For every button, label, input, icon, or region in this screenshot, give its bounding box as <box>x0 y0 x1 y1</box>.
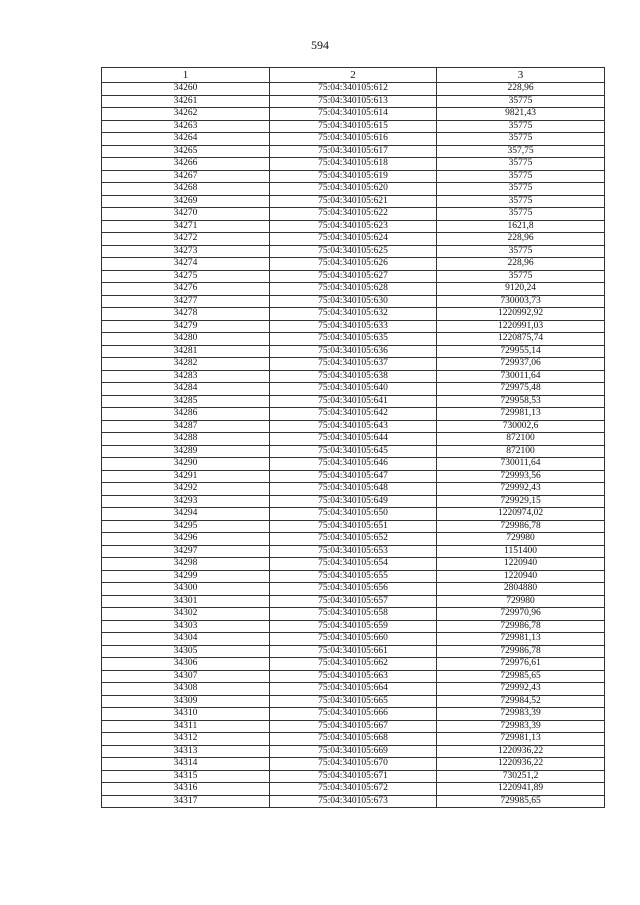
table-row <box>102 745 605 758</box>
cadastral-number-cell: 75:04:340105:671 <box>270 770 437 783</box>
page-number: 594 <box>311 38 329 52</box>
row-number-cell: 34310 <box>102 708 270 721</box>
row-number-cell: 34272 <box>102 233 270 246</box>
value-cell: 228,96 <box>437 258 605 271</box>
table-row <box>102 758 605 771</box>
table-row <box>102 595 605 608</box>
row-number-cell: 34285 <box>102 395 270 408</box>
row-number-cell: 34270 <box>102 208 270 221</box>
table-row <box>102 583 605 596</box>
table-row <box>102 695 605 708</box>
table-row <box>102 83 605 96</box>
table-row <box>102 258 605 271</box>
value-cell: 729993,56 <box>437 470 605 483</box>
cadastral-number-cell: 75:04:340105:614 <box>270 108 437 121</box>
cadastral-number-cell: 75:04:340105:665 <box>270 695 437 708</box>
value-cell: 729985,65 <box>437 795 605 808</box>
cadastral-number-cell: 75:04:340105:656 <box>270 583 437 596</box>
table-row <box>102 233 605 246</box>
cadastral-number-cell: 75:04:340105:637 <box>270 358 437 371</box>
row-number-cell: 34280 <box>102 333 270 346</box>
row-number-cell: 34277 <box>102 295 270 308</box>
row-number-cell: 34306 <box>102 658 270 671</box>
table-row <box>102 683 605 696</box>
value-cell: 1220941,89 <box>437 783 605 796</box>
cadastral-number-cell: 75:04:340105:628 <box>270 283 437 296</box>
value-cell: 872100 <box>437 433 605 446</box>
cadastral-number-cell: 75:04:340105:668 <box>270 733 437 746</box>
table-row <box>102 620 605 633</box>
table-row <box>102 95 605 108</box>
value-cell: 1220974,02 <box>437 508 605 521</box>
value-cell: 729929,15 <box>437 495 605 508</box>
value-cell: 35775 <box>437 95 605 108</box>
table-row <box>102 158 605 171</box>
row-number-cell: 34288 <box>102 433 270 446</box>
table-row <box>102 108 605 121</box>
value-cell: 729976,61 <box>437 658 605 671</box>
value-cell: 730002,6 <box>437 420 605 433</box>
cadastral-number-cell: 75:04:340105:612 <box>270 83 437 96</box>
table-row <box>102 370 605 383</box>
table-row <box>102 345 605 358</box>
table-row <box>102 608 605 621</box>
table-row <box>102 183 605 196</box>
row-number-cell: 34295 <box>102 520 270 533</box>
table-row <box>102 333 605 346</box>
column-header-2: 2 <box>270 68 437 83</box>
row-number-cell: 34260 <box>102 83 270 96</box>
value-cell: 1621,8 <box>437 220 605 233</box>
row-number-cell: 34267 <box>102 170 270 183</box>
row-number-cell: 34274 <box>102 258 270 271</box>
row-number-cell: 34289 <box>102 445 270 458</box>
value-cell: 729981,13 <box>437 408 605 421</box>
row-number-cell: 34273 <box>102 245 270 258</box>
column-header-3: 3 <box>437 68 605 83</box>
table-row <box>102 120 605 133</box>
value-cell: 729937,06 <box>437 358 605 371</box>
row-number-cell: 34283 <box>102 370 270 383</box>
value-cell: 729955,14 <box>437 345 605 358</box>
table-row <box>102 220 605 233</box>
cadastral-number-cell: 75:04:340105:652 <box>270 533 437 546</box>
table-row <box>102 633 605 646</box>
value-cell: 35775 <box>437 133 605 146</box>
table-row <box>102 283 605 296</box>
table-row <box>102 145 605 158</box>
table-row <box>102 295 605 308</box>
table-row <box>102 783 605 796</box>
table-row <box>102 570 605 583</box>
row-number-cell: 34301 <box>102 595 270 608</box>
value-cell: 1220875,74 <box>437 333 605 346</box>
table-header-row <box>102 68 605 83</box>
value-cell: 729958,53 <box>437 395 605 408</box>
table-row <box>102 733 605 746</box>
row-number-cell: 34302 <box>102 608 270 621</box>
row-number-cell: 34317 <box>102 795 270 808</box>
row-number-cell: 34268 <box>102 183 270 196</box>
value-cell: 729992,43 <box>437 483 605 496</box>
value-cell: 729975,48 <box>437 383 605 396</box>
table-row <box>102 420 605 433</box>
row-number-cell: 34265 <box>102 145 270 158</box>
value-cell: 729984,52 <box>437 695 605 708</box>
row-number-cell: 34309 <box>102 695 270 708</box>
row-number-cell: 34296 <box>102 533 270 546</box>
table-row <box>102 533 605 546</box>
cadastral-number-cell: 75:04:340105:672 <box>270 783 437 796</box>
value-cell: 730011,64 <box>437 458 605 471</box>
cadastral-number-cell: 75:04:340105:648 <box>270 483 437 496</box>
table-row <box>102 358 605 371</box>
row-number-cell: 34276 <box>102 283 270 296</box>
cadastral-number-cell: 75:04:340105:619 <box>270 170 437 183</box>
table-row <box>102 133 605 146</box>
table-row <box>102 170 605 183</box>
table-row <box>102 470 605 483</box>
cadastral-number-cell: 75:04:340105:666 <box>270 708 437 721</box>
cadastral-number-cell: 75:04:340105:620 <box>270 183 437 196</box>
value-cell: 729980 <box>437 595 605 608</box>
row-number-cell: 34279 <box>102 320 270 333</box>
table-row <box>102 308 605 321</box>
row-number-cell: 34266 <box>102 158 270 171</box>
table-row <box>102 408 605 421</box>
table-row <box>102 720 605 733</box>
value-cell: 1220991,03 <box>437 320 605 333</box>
value-cell: 730251,2 <box>437 770 605 783</box>
cadastral-number-cell: 75:04:340105:669 <box>270 745 437 758</box>
value-cell: 729986,78 <box>437 620 605 633</box>
cadastral-number-cell: 75:04:340105:657 <box>270 595 437 608</box>
cadastral-number-cell: 75:04:340105:633 <box>270 320 437 333</box>
cadastral-number-cell: 75:04:340105:659 <box>270 620 437 633</box>
row-number-cell: 34284 <box>102 383 270 396</box>
value-cell: 729985,65 <box>437 670 605 683</box>
table-row <box>102 645 605 658</box>
value-cell: 729981,13 <box>437 633 605 646</box>
cadastral-number-cell: 75:04:340105:630 <box>270 295 437 308</box>
row-number-cell: 34303 <box>102 620 270 633</box>
table-row <box>102 508 605 521</box>
value-cell: 729983,39 <box>437 720 605 733</box>
value-cell: 729986,78 <box>437 520 605 533</box>
value-cell: 228,96 <box>437 83 605 96</box>
value-cell: 1151400 <box>437 545 605 558</box>
table-row <box>102 520 605 533</box>
table-row <box>102 433 605 446</box>
value-cell: 35775 <box>437 195 605 208</box>
table-row <box>102 770 605 783</box>
cadastral-number-cell: 75:04:340105:653 <box>270 545 437 558</box>
table-row <box>102 270 605 283</box>
row-number-cell: 34262 <box>102 108 270 121</box>
table-row <box>102 245 605 258</box>
row-number-cell: 34294 <box>102 508 270 521</box>
cadastral-number-cell: 75:04:340105:638 <box>270 370 437 383</box>
cadastral-number-cell: 75:04:340105:645 <box>270 445 437 458</box>
cadastral-number-cell: 75:04:340105:664 <box>270 683 437 696</box>
cadastral-number-cell: 75:04:340105:625 <box>270 245 437 258</box>
table-row <box>102 445 605 458</box>
cadastral-number-cell: 75:04:340105:667 <box>270 720 437 733</box>
cadastral-number-cell: 75:04:340105:615 <box>270 120 437 133</box>
table-row <box>102 195 605 208</box>
value-cell: 729970,96 <box>437 608 605 621</box>
cadastral-number-cell: 75:04:340105:617 <box>270 145 437 158</box>
value-cell: 35775 <box>437 120 605 133</box>
value-cell: 872100 <box>437 445 605 458</box>
row-number-cell: 34314 <box>102 758 270 771</box>
cadastral-number-cell: 75:04:340105:662 <box>270 658 437 671</box>
row-number-cell: 34287 <box>102 420 270 433</box>
cadastral-number-cell: 75:04:340105:623 <box>270 220 437 233</box>
row-number-cell: 34304 <box>102 633 270 646</box>
value-cell: 2804880 <box>437 583 605 596</box>
value-cell: 729980 <box>437 533 605 546</box>
value-cell: 1220992,92 <box>437 308 605 321</box>
row-number-cell: 34316 <box>102 783 270 796</box>
cadastral-number-cell: 75:04:340105:621 <box>270 195 437 208</box>
cadastral-number-cell: 75:04:340105:644 <box>270 433 437 446</box>
value-cell: 729986,78 <box>437 645 605 658</box>
cadastral-number-cell: 75:04:340105:663 <box>270 670 437 683</box>
table-row <box>102 320 605 333</box>
row-number-cell: 34292 <box>102 483 270 496</box>
cadastral-number-cell: 75:04:340105:642 <box>270 408 437 421</box>
cadastral-number-cell: 75:04:340105:650 <box>270 508 437 521</box>
value-cell: 9821,43 <box>437 108 605 121</box>
row-number-cell: 34300 <box>102 583 270 596</box>
cadastral-number-cell: 75:04:340105:632 <box>270 308 437 321</box>
row-number-cell: 34315 <box>102 770 270 783</box>
table-row <box>102 208 605 221</box>
value-cell: 35775 <box>437 208 605 221</box>
row-number-cell: 34297 <box>102 545 270 558</box>
row-number-cell: 34290 <box>102 458 270 471</box>
table-row <box>102 708 605 721</box>
row-number-cell: 34313 <box>102 745 270 758</box>
cadastral-number-cell: 75:04:340105:641 <box>270 395 437 408</box>
value-cell: 1220940 <box>437 558 605 571</box>
value-cell: 9120,24 <box>437 283 605 296</box>
cadastral-number-cell: 75:04:340105:649 <box>270 495 437 508</box>
table-row <box>102 395 605 408</box>
value-cell: 730011,64 <box>437 370 605 383</box>
cadastral-number-cell: 75:04:340105:673 <box>270 795 437 808</box>
cadastral-number-cell: 75:04:340105:622 <box>270 208 437 221</box>
row-number-cell: 34261 <box>102 95 270 108</box>
value-cell: 730003,73 <box>437 295 605 308</box>
row-number-cell: 34307 <box>102 670 270 683</box>
value-cell: 35775 <box>437 170 605 183</box>
cadastral-number-cell: 75:04:340105:627 <box>270 270 437 283</box>
cadastral-number-cell: 75:04:340105:616 <box>270 133 437 146</box>
value-cell: 35775 <box>437 183 605 196</box>
cadastral-number-cell: 75:04:340105:626 <box>270 258 437 271</box>
cadastral-number-cell: 75:04:340105:647 <box>270 470 437 483</box>
value-cell: 1220936,22 <box>437 745 605 758</box>
cadastral-number-cell: 75:04:340105:640 <box>270 383 437 396</box>
row-number-cell: 34311 <box>102 720 270 733</box>
row-number-cell: 34281 <box>102 345 270 358</box>
cadastral-number-cell: 75:04:340105:651 <box>270 520 437 533</box>
table-row <box>102 795 605 808</box>
row-number-cell: 34263 <box>102 120 270 133</box>
cadastral-number-cell: 75:04:340105:670 <box>270 758 437 771</box>
row-number-cell: 34305 <box>102 645 270 658</box>
cadastral-number-cell: 75:04:340105:661 <box>270 645 437 658</box>
cadastral-number-cell: 75:04:340105:636 <box>270 345 437 358</box>
value-cell: 729992,43 <box>437 683 605 696</box>
table-row <box>102 558 605 571</box>
cadastral-number-cell: 75:04:340105:618 <box>270 158 437 171</box>
value-cell: 35775 <box>437 245 605 258</box>
row-number-cell: 34286 <box>102 408 270 421</box>
value-cell: 35775 <box>437 270 605 283</box>
row-number-cell: 34308 <box>102 683 270 696</box>
value-cell: 228,96 <box>437 233 605 246</box>
table-row <box>102 383 605 396</box>
row-number-cell: 34312 <box>102 733 270 746</box>
cadastral-number-cell: 75:04:340105:655 <box>270 570 437 583</box>
row-number-cell: 34299 <box>102 570 270 583</box>
row-number-cell: 34293 <box>102 495 270 508</box>
column-header-1: 1 <box>102 68 270 83</box>
value-cell: 1220936,22 <box>437 758 605 771</box>
cadastral-number-cell: 75:04:340105:635 <box>270 333 437 346</box>
table-row <box>102 458 605 471</box>
table-row <box>102 495 605 508</box>
value-cell: 357,75 <box>437 145 605 158</box>
cadastral-number-cell: 75:04:340105:654 <box>270 558 437 571</box>
value-cell: 729981,13 <box>437 733 605 746</box>
value-cell: 729983,39 <box>437 708 605 721</box>
row-number-cell: 34269 <box>102 195 270 208</box>
cadastral-number-cell: 75:04:340105:646 <box>270 458 437 471</box>
cadastral-number-cell: 75:04:340105:643 <box>270 420 437 433</box>
row-number-cell: 34278 <box>102 308 270 321</box>
table-row <box>102 670 605 683</box>
registry-table <box>101 67 605 808</box>
cadastral-number-cell: 75:04:340105:658 <box>270 608 437 621</box>
cadastral-number-cell: 75:04:340105:613 <box>270 95 437 108</box>
cadastral-number-cell: 75:04:340105:624 <box>270 233 437 246</box>
table-row <box>102 483 605 496</box>
cadastral-number-cell: 75:04:340105:660 <box>270 633 437 646</box>
row-number-cell: 34264 <box>102 133 270 146</box>
row-number-cell: 34282 <box>102 358 270 371</box>
table-row <box>102 545 605 558</box>
row-number-cell: 34298 <box>102 558 270 571</box>
row-number-cell: 34271 <box>102 220 270 233</box>
table-body <box>102 83 605 808</box>
row-number-cell: 34291 <box>102 470 270 483</box>
value-cell: 1220940 <box>437 570 605 583</box>
table-row <box>102 658 605 671</box>
row-number-cell: 34275 <box>102 270 270 283</box>
value-cell: 35775 <box>437 158 605 171</box>
